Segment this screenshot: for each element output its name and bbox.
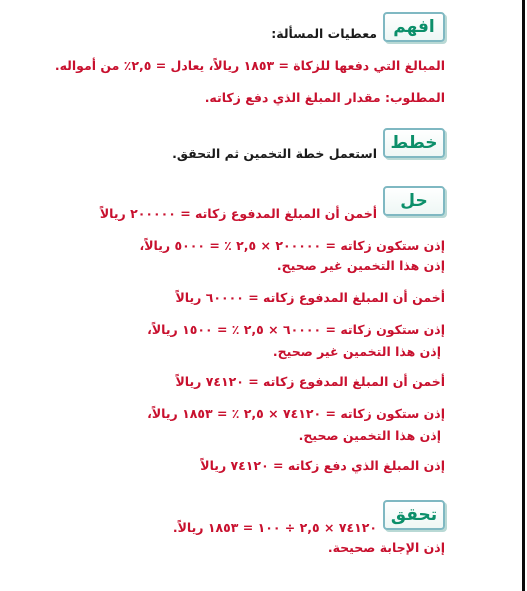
given-text: المبالغ التي دفعها للزكاة = ١٨٥٣ ريالاً، يعادل = ٢,٥٪ من أمواله.	[54, 58, 445, 73]
result-1: إذن هذا التخمين غير صحيح.	[276, 258, 445, 273]
check-badge	[383, 500, 445, 530]
result-2: إذن هذا التخمين غير صحيح.	[272, 344, 441, 359]
guess-2: أخمن أن المبلغ المدفوع زكاته = ٦٠٠٠٠ ريالاً	[175, 290, 445, 305]
plan-badge-label: خطط	[390, 133, 438, 153]
guess-3: أخمن أن المبلغ المدفوع زكاته = ٧٤١٢٠ ريالاً	[175, 374, 445, 389]
plan-badge	[383, 128, 445, 158]
solve-badge	[383, 186, 445, 216]
plan-text: استعمل خطة التخمين ثم التحقق.	[172, 146, 377, 161]
check-result: إذن الإجابة صحيحة.	[327, 540, 445, 555]
result-3: إذن هذا التخمين صحيح.	[298, 428, 441, 443]
check-calc: ٧٤١٢٠ × ٢,٥ ÷ ١٠٠ = ١٨٥٣ ريالاً.	[172, 520, 377, 535]
understand-title: معطيات المسألة:	[271, 26, 377, 41]
check-badge-label: تحقق	[390, 505, 438, 525]
calc-2: إذن ستكون زكاته = ٦٠٠٠٠ × ٢,٥ ٪ = ١٥٠٠ ريالاً،	[147, 322, 445, 337]
calc-1: إذن ستكون زكاته = ٢٠٠٠٠٠ × ٢,٥ ٪ = ٥٠٠٠ ريالاً،	[139, 238, 445, 253]
solve-badge-label: حل	[400, 191, 428, 211]
guess-1: أخمن أن المبلغ المدفوع زكاته = ٢٠٠٠٠٠ ريالاً	[99, 206, 377, 221]
understand-badge-label: افهم	[393, 17, 435, 37]
page-edge-border	[522, 0, 525, 591]
calc-3: إذن ستكون زكاته = ٧٤١٢٠ × ٢,٥ ٪ = ١٨٥٣ ريالاً،	[147, 406, 445, 421]
conclusion-text: إذن المبلغ الذي دفع زكاته = ٧٤١٢٠ ريالاً	[200, 458, 445, 473]
required-text: المطلوب: مقدار المبلغ الذي دفع زكاته.	[204, 90, 445, 105]
understand-badge	[383, 12, 445, 42]
